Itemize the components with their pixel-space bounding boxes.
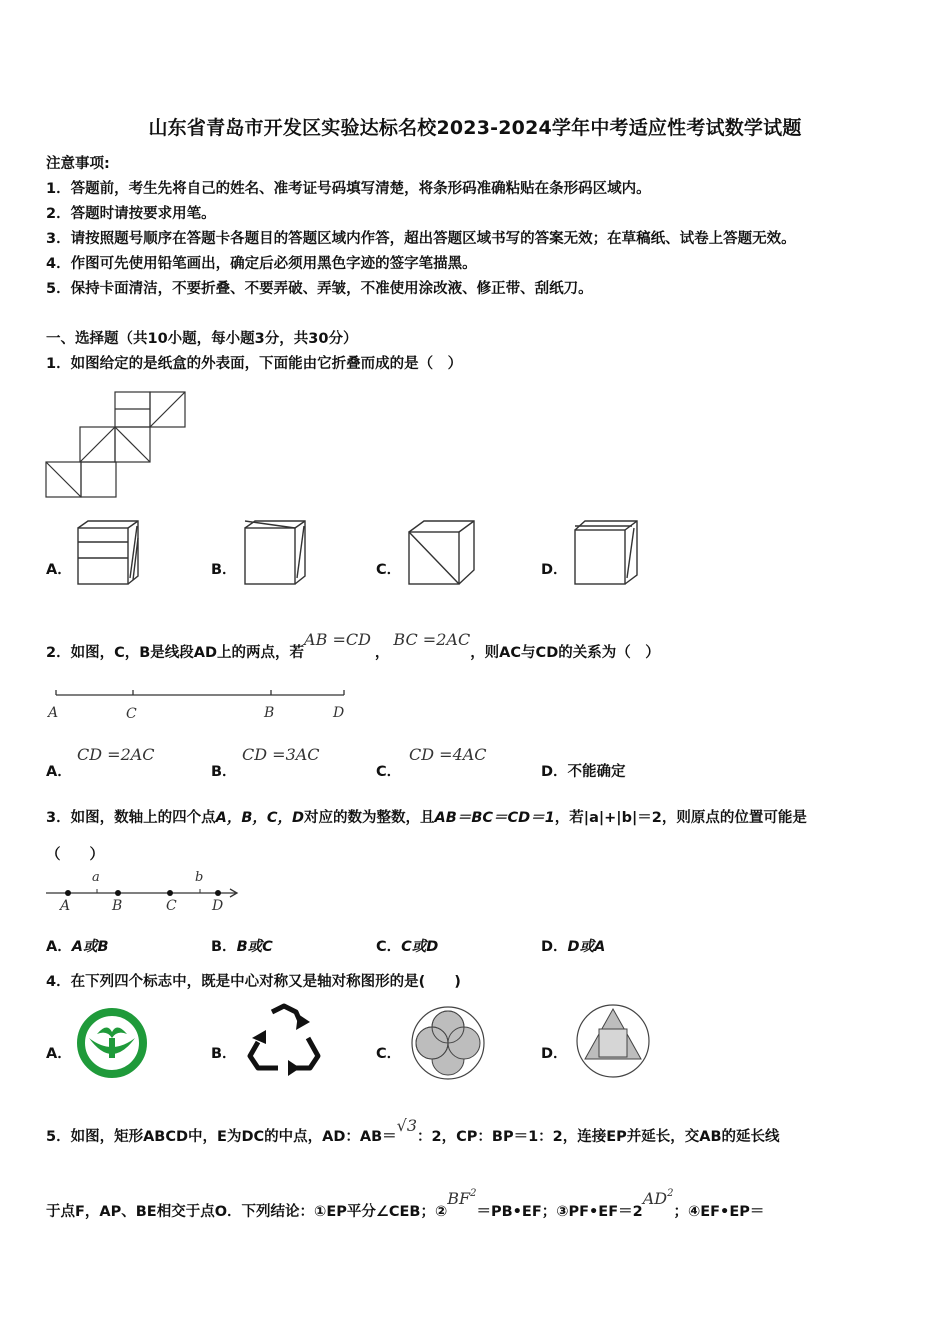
q3-number-line [44,880,244,900]
q3-option-d-value: D或A [567,939,606,955]
q3-text-c: ，若|a|+|b|＝2，则原点的位置可能是 [554,810,807,826]
q3-axis-d: D [212,898,224,914]
q3-text-b: 对应的数为整数，且 [304,810,435,826]
q3-option-c-value: C或D [401,939,439,955]
q1-option-b-label: B． [211,562,237,578]
q2-option-d-value: 不能确定 [567,764,626,780]
q5-bf-exp: 2 [470,1188,477,1199]
q3-option-b-label: B． [211,939,237,955]
q3-option-b-value: B或C [236,939,273,955]
q2-cond1: AB =CD [304,630,371,649]
q2-point-c: C [126,706,137,722]
q2-option-b-label: B． [211,764,237,780]
q5-ad-exp: 2 [667,1188,674,1199]
green-food-logo-icon [77,1008,147,1078]
q3-axis-c: C [166,898,177,914]
q4-option-a-label: A． [46,1046,72,1062]
notice-item-5: 5．保持卡面清洁，不要折叠、不要弄破、弄皱，不准使用涂改液、修正带、刮纸刀。 [46,281,593,297]
q2-option-a-label: A． [46,764,72,780]
q2-option-d [541,760,626,781]
q5-line-2 [46,1188,765,1221]
q1-option-a-label: A． [46,562,72,578]
q2-text [46,630,660,662]
q2-option-d-label: D． [541,764,568,780]
triangle-in-circle-icon [575,1003,655,1083]
q2-point-b: B [264,705,275,721]
q3-option-c [376,935,438,956]
q4-option-d-label: D． [541,1046,568,1062]
four-petal-circle-icon [408,1003,488,1083]
q5-sqrt3: √3 [396,1116,418,1135]
q3-text-a: 3．如图，数轴上的四个点 [46,810,216,826]
q4-option-c-label: C． [376,1046,402,1062]
q5-line1-b: ：2，CP：BP＝1：2，连接EP并延长，交AB的延长线 [417,1129,780,1145]
q5-line2-a: 于点F，AP、BE相交于点O．下列结论：①EP平分∠CEB；② [46,1204,448,1220]
q4-text: 4．在下列四个标志中，既是中心对称又是轴对称图形的是( ) [46,974,461,990]
q5-line2-b: ＝PB•EF；③PF•EF＝2 [476,1204,643,1220]
q4-option-b-label: B． [211,1046,237,1062]
q5-bf2 [447,1189,476,1208]
notice-item-4: 4．作图可先使用铅笔画出，确定后必须用黑色字迹的签字笔描黑。 [46,256,477,272]
q3-option-a-label: A． [46,939,72,955]
page-title: 山东省青岛市开发区实验达标名校2023-2024学年中考适应性考试数学试题 [148,117,802,139]
q5-ad2 [643,1189,674,1208]
q5-ad: AD [642,1189,668,1208]
q3-mark-b: b [195,870,204,885]
q3-option-d-label: D． [541,939,568,955]
section-heading: 一、选择题（共10小题，每小题3分，共30分） [46,331,358,347]
q2-option-c-label: C． [376,764,402,780]
q3-option-d [541,935,605,956]
q2-point-a: A [48,705,59,721]
q3-axis-a: A [60,898,71,914]
q1-option-a-cube [75,518,145,588]
q2-comma: ， [374,645,390,661]
q1-text: 1．如图给定的是纸盒的外表面，下面能由它折叠而成的是（ ） [46,356,463,372]
notice-heading: 注意事项: [46,156,110,172]
q5-line2-c: ；④EF•EP＝ [673,1204,765,1220]
q1-option-b-cube [242,518,312,588]
notice-item-2: 2．答题时请按要求用笔。 [46,206,216,222]
q2-suffix: ，则AC与CD的关系为（ ） [470,645,660,661]
q3-vars: A，B，C，D [215,810,305,826]
q3-text [46,806,807,827]
q3-paren: （ ） [46,847,104,863]
q5-line1-a: 5．如图，矩形ABCD中，E为DC的中点，AD：AB＝ [46,1129,397,1145]
q3-option-a-value: A或B [71,939,109,955]
q2-option-c-expr: CD =4AC [409,745,487,764]
q1-option-d-label: D． [541,562,568,578]
q1-net-figure [44,390,189,500]
q5-bf: BF [447,1189,471,1208]
q3-mark-a: a [92,870,100,885]
q2-option-b-expr: CD =3AC [242,745,320,764]
q3-axis-b: B [112,898,123,914]
q2-option-a-expr: CD =2AC [77,745,155,764]
notice-item-3: 3．请按照题号顺序在答题卡各题目的答题区域内作答，超出答题区域书写的答案无效；在草稿纸、试卷上答题无效。 [46,231,796,247]
q5-line-1 [46,1116,780,1146]
q3-option-b [211,935,273,956]
notice-item-1: 1．答题前，考生先将自己的姓名、准考证号码填写清楚，将条形码准确粘贴在条形码区域内。 [46,181,651,197]
q3-option-c-label: C． [376,939,402,955]
q3-option-a [46,935,109,956]
q2-cond2: BC =2AC [393,630,471,649]
q3-eq: AB＝BC＝CD＝1 [434,810,555,826]
q1-option-d-cube [572,518,642,588]
q2-point-d: D [333,705,345,721]
q1-option-c-cube [406,518,476,588]
q2-prefix: 2．如图，C，B是线段AD上的两点，若 [46,645,305,661]
recycle-icon [244,1002,324,1077]
q2-segment-figure [46,685,356,725]
q1-option-c-label: C． [376,562,402,578]
